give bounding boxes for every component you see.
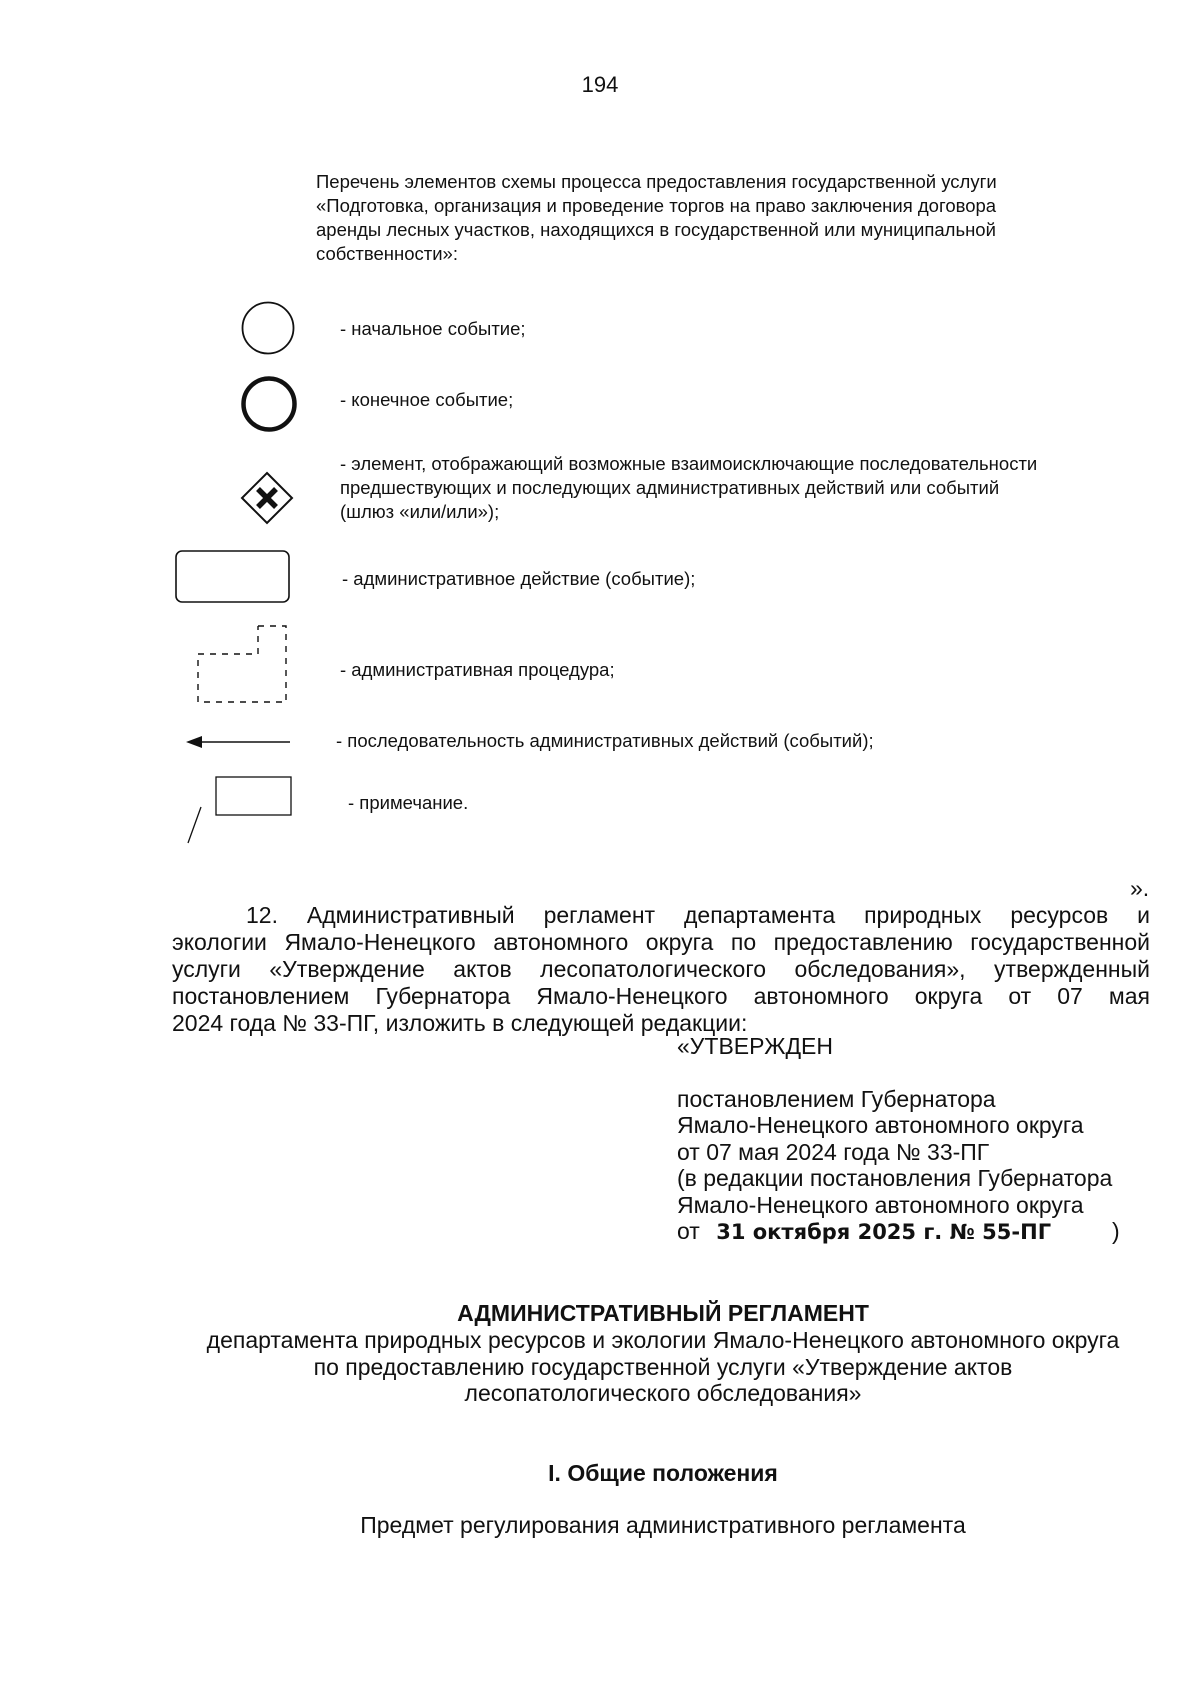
paragraph-line: 12. Административный регламент департамента природных ресурсов и — [246, 902, 1150, 928]
start-event-label: - начальное событие; — [340, 318, 526, 339]
admin-action-label: - административное действие (событие); — [342, 568, 696, 589]
admin-procedure-label: - административная процедура; — [340, 659, 615, 680]
approval-line: от 07 мая 2024 года № 33-ПГ — [677, 1138, 990, 1165]
exclusive-gateway-icon — [239, 470, 295, 526]
approval-date-line — [677, 1218, 1157, 1245]
approval-line: Ямало-Ненецкого автономного округа — [677, 1112, 1084, 1138]
approval-date-prefix: от — [677, 1218, 700, 1244]
gateway-label — [340, 452, 1160, 524]
gateway-label-line: предшествующих и последующих административных действий или событий — [340, 477, 1000, 498]
approval-line: (в редакции постановления Губернатора — [677, 1165, 1113, 1191]
start-event-icon — [240, 300, 296, 356]
end-event-icon — [240, 375, 298, 433]
paragraph-line: услуги «Утверждение актов лесопатологического обследования», утвержденный — [172, 956, 1150, 982]
end-event-label: - конечное событие; — [340, 389, 514, 410]
approval-heading: «УТВЕРЖДЕН — [677, 1033, 833, 1059]
sequence-label: - последовательность административных действий (событий); — [336, 730, 874, 751]
subtitle-line: департамента природных ресурсов и экологии Ямало-Ненецкого автономного округа — [206, 1327, 1120, 1353]
approval-line: постановлением Губернатора — [677, 1085, 996, 1112]
approval-date-suffix: ) — [1112, 1218, 1120, 1244]
regulation-subtitle — [0, 1327, 1200, 1407]
subtitle-line: лесопатологического обследования» — [464, 1380, 862, 1406]
legend-intro — [316, 170, 1136, 266]
quote-close: ». — [1130, 875, 1150, 901]
intro-line: аренды лесных участков, находящихся в государственной или муниципальной — [316, 219, 996, 240]
subtitle-line: по предоставлению государственной услуги «Утверждение актов — [313, 1353, 1013, 1380]
intro-line: Перечень элементов схемы процесса предоставления государственной услуги — [316, 171, 997, 192]
subsection-heading: Предмет регулирования административного регламента — [360, 1512, 966, 1538]
approval-stamp — [677, 1033, 1157, 1245]
intro-line: «Подготовка, организация и проведение торгов на право заключения договора — [316, 195, 997, 216]
intro-line: собственности»: — [316, 243, 458, 264]
paragraph-12 — [172, 902, 1150, 1037]
section-heading: I. Общие положения — [548, 1460, 778, 1486]
note-label: - примечание. — [348, 792, 469, 813]
paragraph-line: экологии Ямало-Ненецкого автономного округа по предоставлению государственной — [172, 929, 1150, 955]
gateway-label-line: (шлюз «или/или»); — [340, 501, 500, 522]
admin-procedure-icon — [196, 624, 288, 704]
paragraph-line: 2024 года № 33-ПГ, изложить в следующей редакции: — [172, 1010, 748, 1036]
gateway-label-line: - элемент, отображающий возможные взаимоисключающие последовательности — [340, 453, 1038, 474]
approval-date-filled: 31 октября 2025 г. № 55-ПГ — [716, 1220, 1052, 1244]
page-number: 194 — [581, 72, 619, 97]
admin-action-icon — [175, 550, 291, 604]
approval-line: Ямало-Ненецкого автономного округа — [677, 1191, 1084, 1218]
paragraph-line: постановлением Губернатора Ямало-Ненецкого автономного округа от 07 мая — [172, 983, 1150, 1009]
note-icon — [180, 775, 294, 845]
regulation-title: АДМИНИСТРАТИВНЫЙ РЕГЛАМЕНТ — [457, 1300, 869, 1326]
sequence-arrow-icon — [184, 732, 292, 752]
